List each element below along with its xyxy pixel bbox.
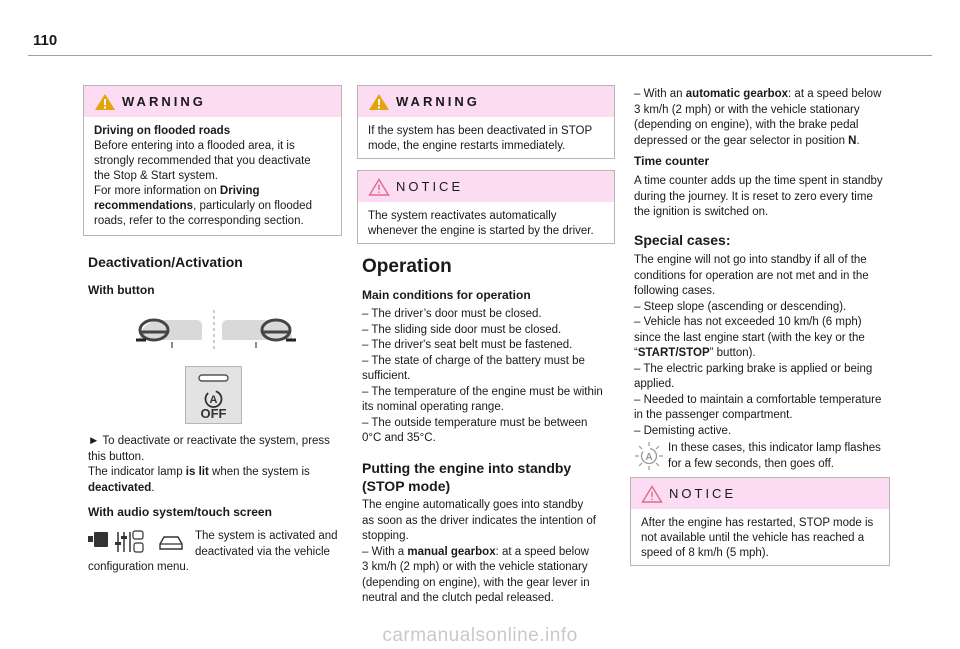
auto-line: (depending on engine), with the brake pedal — [634, 119, 859, 131]
warning-box-restart — [357, 85, 615, 159]
svg-text:A: A — [645, 452, 653, 463]
notice-title: NOTICE — [669, 485, 737, 501]
indicator-bold: deactivated — [88, 481, 152, 494]
notice-box-restart — [630, 477, 890, 566]
notice-triangle-icon — [641, 485, 663, 503]
warning-line: Before entering into a flooded area, it is — [94, 140, 295, 152]
auto-text: : at a speed below — [788, 88, 882, 100]
warning-bold-title: Driving on flooded roads — [94, 125, 231, 137]
notice-header — [358, 171, 614, 202]
subtitle-time-counter: Time counter — [634, 154, 710, 168]
more-info-last: roads, refer to the corresponding section. — [94, 215, 304, 227]
notice-box-reactivate — [357, 170, 615, 244]
condition-item: – The temperature of the engine must be within — [362, 385, 603, 398]
special-line: – Steep slope (ascending or descending). — [634, 300, 847, 313]
special-line: – The electric parking brake is applied or being — [634, 362, 873, 375]
warning-triangle-icon — [368, 93, 390, 111]
manual-bold: manual gearbox — [407, 545, 496, 558]
off-label: OFF — [200, 406, 227, 421]
condition-item: – The driver's seat belt must be fastened. — [362, 339, 573, 351]
time-line: the ignition is switched on. — [634, 206, 769, 218]
auto-text: . — [856, 134, 860, 147]
notice-header — [631, 478, 889, 509]
condition-item: – The state of charge of the battery must be — [362, 354, 585, 367]
condition-item: – The driver’s door must be closed. — [362, 308, 542, 320]
page-number: 110 — [33, 32, 58, 49]
auto-line: 3 km/h (2 mph) or with the vehicle stationary — [634, 103, 860, 116]
warning-triangle-icon — [94, 93, 116, 111]
more-info-prefix: For more information on — [94, 185, 220, 197]
special-line: since the last engine start (with the key or the — [634, 331, 865, 344]
notice-line: speed of 8 km/h (5 mph). — [641, 547, 769, 559]
startstop-text: ” button). — [709, 347, 756, 359]
auto-bold: N — [848, 134, 857, 147]
condition-item: sufficient. — [362, 370, 411, 382]
subtitle-audio-system: With audio system/touch screen — [88, 505, 272, 519]
standby-line: stopping. — [362, 530, 409, 542]
instruction-line: ► To deactivate or reactivate the system, press — [88, 435, 330, 447]
warning-box-flooded — [83, 85, 342, 236]
vehicle-icon — [160, 537, 182, 549]
subtitle-main-conditions: Main conditions for operation — [362, 288, 531, 302]
notice-title: NOTICE — [396, 178, 464, 194]
header-divider — [28, 55, 932, 56]
manual-line: neutral and the clutch pedal released. — [362, 592, 554, 604]
condition-item: 0°C and 35°C. — [362, 432, 436, 444]
notice-line: whenever the engine is started by the driver. — [368, 225, 594, 237]
subtitle-with-button: With button — [88, 283, 155, 297]
standby-line: The engine automatically goes into standby — [362, 499, 584, 511]
special-line: in the passenger compartment. — [634, 409, 793, 421]
warning-line: the Stop & Start system. — [94, 170, 218, 182]
audio-line: The system is activated and — [195, 530, 338, 542]
subtitle-standby: Putting the engine into standby — [362, 460, 572, 476]
special-line: applied. — [634, 378, 675, 390]
notice-triangle-icon — [368, 178, 390, 196]
manual-text: – With a — [362, 545, 408, 558]
manual-line: (depending on engine), with the gear lever in — [362, 576, 590, 589]
condition-item: – The outside temperature must be between — [362, 416, 588, 429]
audio-line: configuration menu. — [88, 561, 190, 573]
section-title-operation: Operation — [362, 256, 452, 277]
subtitle-special-cases: Special cases: — [634, 232, 731, 248]
lamp-line: In these cases, this indicator lamp flashes — [668, 442, 881, 454]
indicator-text: when the system is — [208, 466, 310, 478]
indicator-text: . — [151, 481, 155, 494]
warning-header — [358, 86, 614, 117]
flashing-indicator-icon — [634, 441, 664, 471]
time-line: during the journey. It is reset to zero every time — [634, 190, 873, 203]
notice-line: The system reactivates automatically — [368, 210, 557, 222]
subtitle-standby: (STOP mode) — [362, 478, 451, 494]
more-info-link-recommendations: recommendations — [94, 200, 194, 212]
more-info-suffix: , particularly on flooded — [193, 200, 312, 212]
audio-touchscreen-icons — [88, 530, 188, 554]
warning-title: WARNING — [122, 93, 206, 109]
warning-line: mode, the engine restarts immediately. — [368, 140, 566, 152]
manual-text: : at a speed below — [495, 545, 589, 558]
manual-line: 3 km/h (2 mph) or with the vehicle stationary — [362, 561, 588, 573]
time-line: A time counter adds up the time spent in standby — [634, 175, 883, 187]
notice-line: After the engine has restarted, STOP mode is — [641, 517, 874, 529]
startstop-bold: START/STOP — [637, 347, 710, 359]
touchscreen-icon — [88, 532, 108, 547]
special-line: – Vehicle has not exceeded 10 km/h (6 mph) — [634, 316, 862, 328]
indicator-text: The indicator lamp — [88, 466, 186, 478]
notice-line: not available until the vehicle has reached a — [641, 532, 865, 544]
audio-line: deactivated via the vehicle — [195, 545, 330, 558]
warning-line: strongly recommended that you deactivate — [94, 155, 311, 167]
auto-bold: automatic gearbox — [685, 88, 789, 100]
stop-start-off-button[interactable] — [185, 366, 242, 424]
condition-item: its nominal operating range. — [362, 401, 504, 413]
special-line: following cases. — [634, 285, 716, 297]
startstop-text: “ — [634, 347, 638, 359]
watermark-footer: carmanualsonline.info — [382, 625, 578, 646]
dashboard-illustration-icon — [136, 310, 296, 352]
settings-sliders-icon — [115, 531, 143, 552]
section-title-deactivation: Deactivation/Activation — [88, 254, 243, 270]
special-line: – Needed to maintain a comfortable temperature — [634, 393, 882, 406]
svg-text:A: A — [209, 394, 218, 406]
standby-line: as soon as the driver indicates the intention of — [362, 514, 596, 527]
indicator-bold: is lit — [185, 466, 209, 478]
special-line: conditions for operation are not met and in the — [634, 269, 869, 282]
auto-text: – With an — [634, 88, 686, 100]
lamp-line: for a few seconds, then goes off. — [668, 457, 835, 470]
instruction-line: this button. — [88, 450, 145, 463]
special-line: The engine will not go into standby if all of the — [634, 254, 867, 266]
warning-line: If the system has been deactivated in STOP — [368, 125, 593, 137]
warning-header — [84, 86, 341, 117]
condition-item: – The sliding side door must be closed. — [362, 323, 562, 336]
special-line: – Demisting active. — [634, 424, 732, 437]
auto-text: depressed or the gear selector in position — [634, 134, 849, 147]
more-info-link-driving: Driving — [219, 185, 260, 197]
warning-title: WARNING — [396, 93, 480, 109]
